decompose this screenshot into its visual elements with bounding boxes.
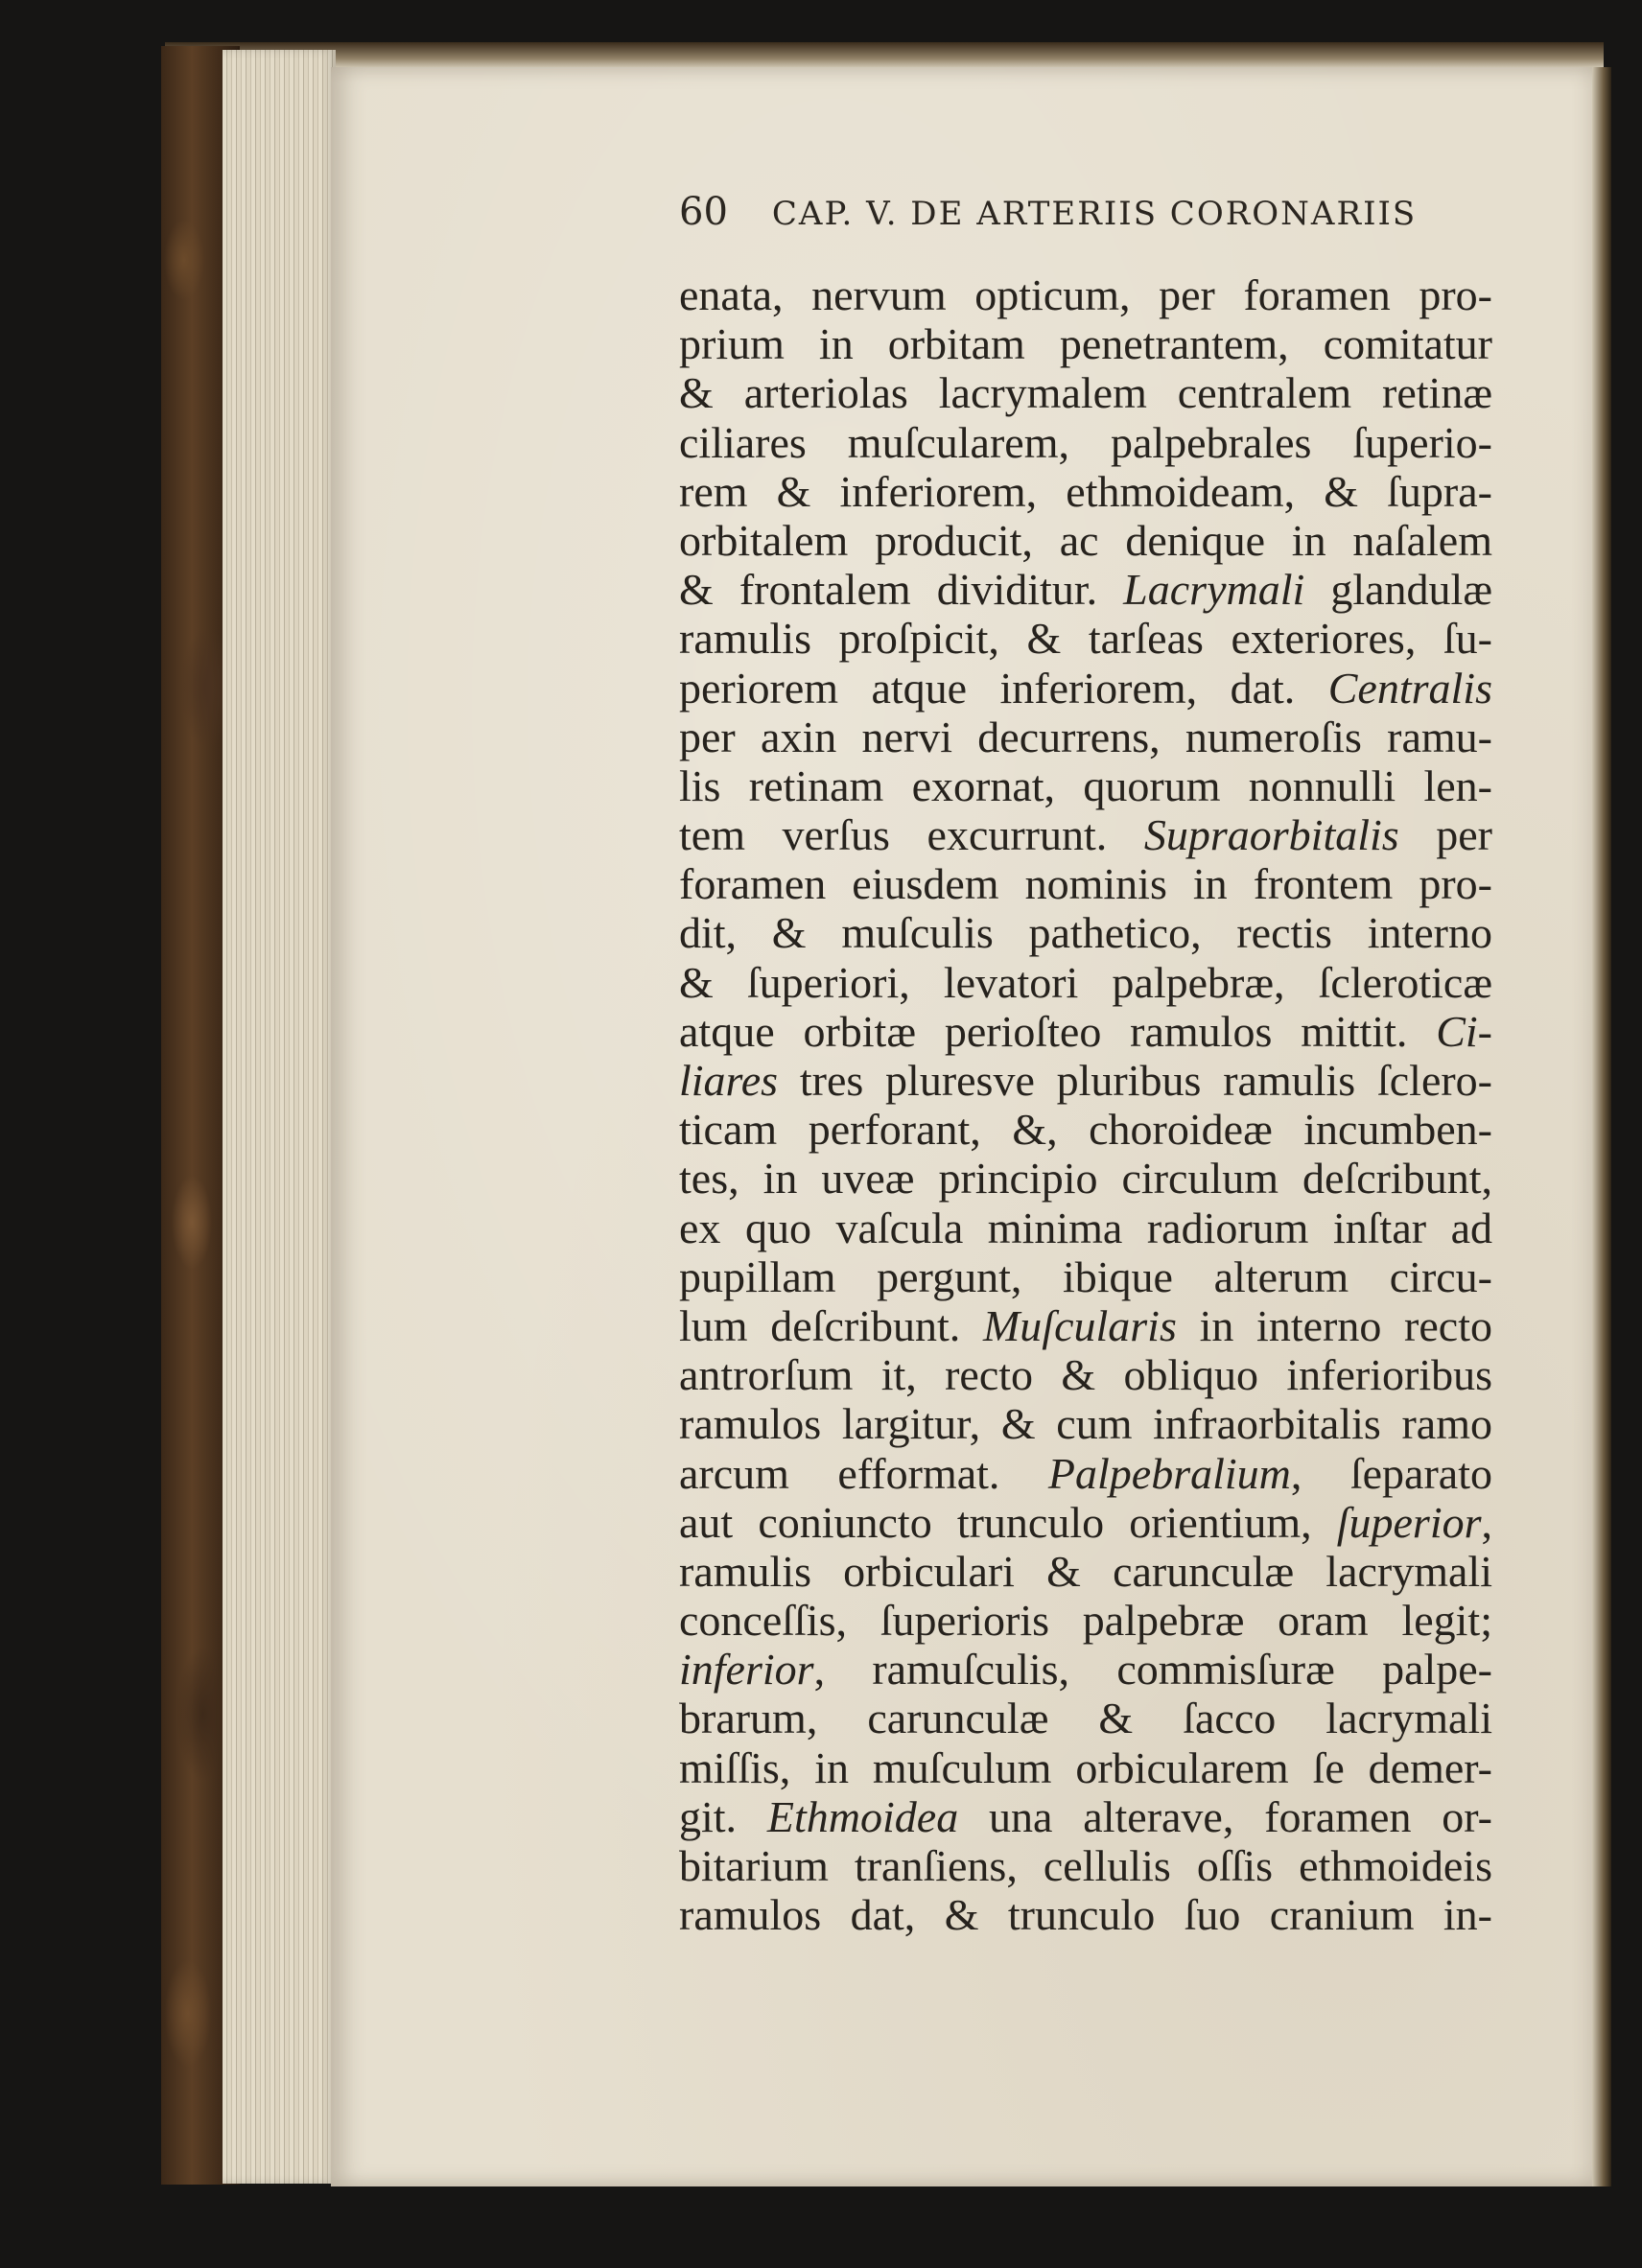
text-run: periorem atque inferiorem, dat. xyxy=(679,663,1328,713)
text-run: prium in orbitam penetrantem, comitatur xyxy=(679,319,1492,369)
text-line xyxy=(679,1547,1492,1596)
book-top-edge xyxy=(165,42,1604,69)
text-line xyxy=(679,761,1492,810)
text-line xyxy=(679,1154,1492,1203)
text-run: & arteriolas lacrymalem centralem retinæ xyxy=(679,368,1492,418)
text-line xyxy=(679,1743,1492,1792)
text-run: foramen eiusdem nominis in frontem pro- xyxy=(679,859,1492,909)
text-run: ramulis orbiculari & carunculæ lacrymali xyxy=(679,1546,1492,1596)
text-line xyxy=(679,319,1492,368)
text-run: , xyxy=(1481,1497,1492,1547)
text-line xyxy=(679,614,1492,663)
text-run: ex quo vaſcula minima radiorum inſtar ad xyxy=(679,1203,1492,1252)
italic-term: ſuperior xyxy=(1336,1497,1482,1547)
body-text xyxy=(679,270,1492,1939)
text-run: ticam perforant, &, choroideæ incumben- xyxy=(679,1105,1492,1155)
italic-term: Muſcularis xyxy=(982,1300,1177,1350)
text-run: atque orbitæ perioſteo ramulos mittit. xyxy=(679,1006,1437,1056)
text-run: & ſuperiori, levatori palpebræ, ſcleroticæ xyxy=(679,957,1492,1007)
text-line xyxy=(679,516,1492,565)
text-line xyxy=(679,958,1492,1007)
text-run: rem & inferiorem, ethmoideam, & ſupra- xyxy=(679,466,1492,516)
text-line xyxy=(679,1596,1492,1645)
italic-term: Ci- xyxy=(1436,1006,1492,1056)
text-run: orbitalem producit, ac denique in naſalem xyxy=(679,515,1492,565)
italic-term: liares xyxy=(679,1056,779,1105)
text-line xyxy=(679,1890,1492,1939)
text-line xyxy=(679,1105,1492,1154)
text-line xyxy=(679,713,1492,761)
page-number: 60 xyxy=(679,190,728,234)
text-run: , ramuſculis, commisſuræ palpe- xyxy=(813,1645,1492,1695)
text-line xyxy=(679,810,1492,859)
text-line xyxy=(679,467,1492,516)
text-run: miſſis, in muſculum orbicularem ſe demer- xyxy=(679,1742,1492,1792)
text-run: tres pluresve pluribus ramulis ſclero- xyxy=(778,1056,1492,1105)
text-line xyxy=(679,1694,1492,1742)
text-line xyxy=(679,1301,1492,1350)
text-line xyxy=(679,1056,1492,1105)
text-line xyxy=(679,1645,1492,1694)
italic-term: inferior xyxy=(679,1645,814,1695)
text-line xyxy=(679,1449,1492,1498)
italic-term: Supraorbitalis xyxy=(1143,810,1399,860)
text-line xyxy=(679,664,1492,713)
text-run: pupillam pergunt, ibique alterum circu- xyxy=(679,1251,1492,1301)
text-run: una alterave, foramen or- xyxy=(958,1791,1492,1841)
text-line xyxy=(679,1792,1492,1841)
text-run: antrorſum it, recto & obliquo inferioribus xyxy=(679,1350,1492,1400)
text-line xyxy=(679,1841,1492,1890)
text-run: tem verſus excurrunt. xyxy=(679,810,1144,860)
text-run: ramulos largitur, & cum infraorbitalis ramo xyxy=(679,1399,1492,1449)
italic-term: Lacrymali xyxy=(1123,565,1305,615)
text-run: bitarium tranſiens, cellulis oſſis ethmoideis xyxy=(679,1841,1492,1890)
running-header xyxy=(679,190,1418,244)
text-line xyxy=(679,1498,1492,1547)
text-line xyxy=(679,859,1492,908)
text-line xyxy=(679,418,1492,467)
text-run: per axin nervi decurrens, numeroſis ramu- xyxy=(679,712,1492,761)
text-line xyxy=(679,1007,1492,1056)
running-title: CAP. V. DE ARTERIIS CORONARIIS xyxy=(771,195,1418,233)
page-right-edge xyxy=(1592,67,1611,2186)
text-line xyxy=(679,565,1492,614)
text-run: enata, nervum opticum, per foramen pro- xyxy=(679,270,1492,319)
text-run: in interno recto xyxy=(1176,1300,1492,1350)
text-run: git. xyxy=(679,1791,767,1841)
text-run: ciliares muſcularem, palpebrales ſuperio- xyxy=(679,417,1492,467)
text-line xyxy=(679,1399,1492,1448)
text-line xyxy=(679,1204,1492,1252)
italic-term: Palpebralium xyxy=(1047,1448,1291,1498)
text-run: brarum, carunculæ & ſacco lacrymali xyxy=(679,1694,1492,1743)
text-line xyxy=(679,1350,1492,1399)
text-run: per xyxy=(1398,810,1492,860)
italic-term: Ethmoidea xyxy=(766,1791,959,1841)
text-run: ramulos dat, & trunculo ſuo cranium in- xyxy=(679,1890,1492,1940)
text-run: tes, in uveæ principio circulum deſcribunt, xyxy=(679,1154,1492,1204)
text-run: & frontalem dividitur. xyxy=(679,565,1124,615)
text-run: lis retinam exornat, quorum nonnulli len- xyxy=(679,760,1492,810)
page-edges xyxy=(223,50,336,2184)
text-line xyxy=(679,270,1492,319)
text-run: ramulis proſpicit, & tarſeas exteriores, ſu- xyxy=(679,614,1492,664)
text-run: glandulæ xyxy=(1304,565,1492,615)
italic-term: Centralis xyxy=(1327,663,1492,713)
text-run: lum deſcribunt. xyxy=(679,1300,983,1350)
text-run: conceſſis, ſuperioris palpebræ oram legit; xyxy=(679,1596,1492,1646)
text-line xyxy=(679,908,1492,957)
text-run: arcum efformat. xyxy=(679,1448,1048,1498)
text-run: aut coniuncto trunculo orientium, xyxy=(679,1497,1337,1547)
text-line xyxy=(679,1252,1492,1301)
text-run: dit, & muſculis pathetico, rectis interno xyxy=(679,908,1492,958)
text-run: , ſeparato xyxy=(1290,1448,1492,1498)
text-line xyxy=(679,368,1492,417)
